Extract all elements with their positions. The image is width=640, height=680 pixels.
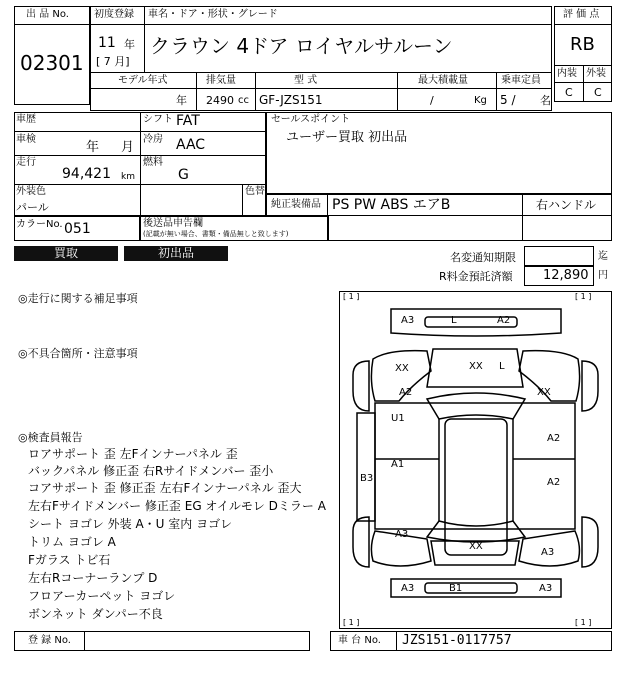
- inspector-report-line: Fガラス トビ石: [28, 553, 111, 567]
- chassis-value: JZS151-0117757: [402, 633, 512, 648]
- type-value: GF-JZS151: [259, 93, 323, 107]
- mark-door-rear-left: A1: [391, 459, 405, 470]
- inspector-report-line: 左右Fサイドメンバー 修正歪 EG オイルモレ Dミラー A: [28, 499, 326, 513]
- mark-fender-left: A2: [399, 387, 413, 398]
- sales-point-value: ユーザー買取 初出品: [286, 130, 408, 145]
- inspector-report-line: フロアーカーペット ヨゴレ: [28, 589, 176, 603]
- ac-label: 冷房: [143, 134, 163, 145]
- recycle-unit: 円: [598, 270, 608, 281]
- mark-quarter-right: A3: [541, 547, 555, 558]
- capacity-label: 乗車定員: [501, 75, 541, 86]
- mark-trunk: XX: [469, 541, 483, 552]
- mark-door-rear-right: A2: [547, 477, 561, 488]
- displacement-value: 2490: [206, 94, 234, 107]
- tag-first-listing: 初出品: [124, 246, 228, 261]
- recycle-value: 12,890: [543, 268, 589, 283]
- color-label: 外装色: [16, 186, 46, 197]
- driving-notes-label: ◎走行に関する補足事項: [18, 292, 138, 305]
- mileage-unit: km: [121, 172, 135, 182]
- tag-buyback: 買取: [14, 246, 118, 261]
- color-no-label: カラーNo.: [16, 219, 63, 230]
- mark-front-l: L: [451, 315, 457, 326]
- mark-sill-left: B3: [360, 473, 374, 484]
- interior-label: 内装: [557, 68, 577, 79]
- car-diagram: [339, 291, 612, 629]
- bracket-bottom-left: [ 1 ]: [343, 618, 360, 627]
- chassis-label: 車 台 No.: [338, 635, 381, 646]
- inspector-report-line: 左右Rコーナーランプ D: [28, 571, 158, 585]
- fuel-value: G: [178, 167, 189, 183]
- mark-front-a3: A3: [401, 315, 415, 326]
- mark-rear-b1: B1: [449, 583, 463, 594]
- after-parts-note: (記載が無い場合、書類・備品無しと致します): [143, 230, 289, 238]
- first-reg-year: 11: [98, 35, 116, 51]
- exterior-value: C: [594, 86, 602, 99]
- color-change-label: 色替: [245, 186, 265, 197]
- mark-rear-a3-right: A3: [539, 583, 553, 594]
- equipment-label: 純正装備品: [271, 199, 321, 210]
- mark-door-front-right: A2: [547, 433, 561, 444]
- deadline-label: 名変通知期限: [450, 251, 516, 264]
- displacement-label: 排気量: [206, 75, 236, 86]
- inspector-report-line: ボンネット ダンパー不良: [28, 607, 163, 621]
- color-no-value: 051: [64, 221, 91, 237]
- car-name-label: 車名・ドア・形状・グレード: [148, 9, 278, 20]
- score-value: RB: [570, 34, 595, 55]
- model-year-label: モデル年式: [118, 75, 168, 86]
- inspector-report-line: トリム ヨゴレ A: [28, 535, 116, 549]
- mark-rear-a3-left: A3: [401, 583, 415, 594]
- inspector-report-line: シート ヨゴレ 外装 A・U 室内 ヨゴレ: [28, 517, 233, 531]
- car-name: クラウン 4ドア ロイヤルサルーン: [150, 34, 453, 58]
- exterior-label: 外装: [586, 68, 606, 79]
- score-label: 評 価 点: [563, 9, 600, 20]
- mark-bumper-left: XX: [395, 363, 409, 374]
- capacity-unit: 名: [540, 94, 551, 107]
- mileage-value: 94,421: [62, 166, 111, 182]
- first-reg-year-unit: 年: [124, 38, 135, 51]
- fuel-label: 燃料: [143, 157, 163, 168]
- first-reg-month: [ 7 月]: [96, 55, 130, 68]
- recycle-label: R料金預託済額: [439, 270, 513, 283]
- bracket-top-left: [ 1 ]: [343, 292, 360, 301]
- bracket-bottom-right: [ 1 ]: [575, 618, 592, 627]
- first-registration-label: 初度登録: [94, 9, 134, 20]
- history-label: 車歴: [16, 114, 36, 125]
- interior-value: C: [565, 86, 573, 99]
- mark-door-front-left: U1: [391, 413, 405, 424]
- mark-bumper-right: XX: [537, 387, 551, 398]
- color-value: パール: [16, 201, 49, 214]
- max-load-label: 最大積載量: [418, 75, 468, 86]
- mark-quarter-left: A3: [395, 529, 409, 540]
- mark-bonnet-xx: XX: [469, 361, 483, 372]
- after-parts-label: 後送品申告欄: [143, 218, 203, 229]
- ac-value: AAC: [176, 137, 206, 153]
- capacity-value: 5 /: [500, 93, 516, 107]
- lot-number: 02301: [20, 51, 84, 75]
- displacement-unit: cc: [238, 95, 249, 106]
- handle-value: 右ハンドル: [536, 198, 597, 212]
- max-load-value: /: [430, 94, 434, 107]
- sales-point-label: セールスポイント: [271, 114, 351, 125]
- blank-row-box: [328, 216, 612, 241]
- inspection-year: 年: [86, 140, 100, 155]
- deadline-box: [524, 246, 594, 266]
- type-label: 型 式: [294, 75, 318, 86]
- reg-no-label: 登 録 No.: [28, 635, 71, 646]
- inspection-month: 月: [121, 140, 135, 155]
- equipment-value: PS PW ABS エアB: [332, 197, 451, 213]
- inspector-report-line: コアサポート 歪 修正歪 左右Fインナーパネル 歪大: [28, 481, 302, 495]
- defects-notes-label: ◎不具合箇所・注意事項: [18, 347, 138, 360]
- mark-bonnet-l: L: [499, 361, 505, 372]
- shift-label: シフト: [143, 114, 173, 125]
- lot-label: 出 品 No.: [26, 9, 69, 20]
- inspection-label: 車検: [16, 134, 36, 145]
- inspector-report-line: ロアサポート 歪 左Fインナーパネル 歪: [28, 447, 238, 461]
- inspector-report-label: ◎検査員報告: [18, 431, 83, 444]
- mileage-label: 走行: [16, 157, 36, 168]
- mark-front-a2: A2: [497, 315, 511, 326]
- max-load-unit: Kg: [474, 95, 487, 106]
- model-year-unit: 年: [176, 94, 187, 107]
- bracket-top-right: [ 1 ]: [575, 292, 592, 301]
- inspector-report-line: バックパネル 修正歪 右Rサイドメンバー 歪小: [28, 464, 274, 478]
- shift-value: FAT: [176, 113, 200, 129]
- deadline-unit: 迄: [598, 251, 608, 262]
